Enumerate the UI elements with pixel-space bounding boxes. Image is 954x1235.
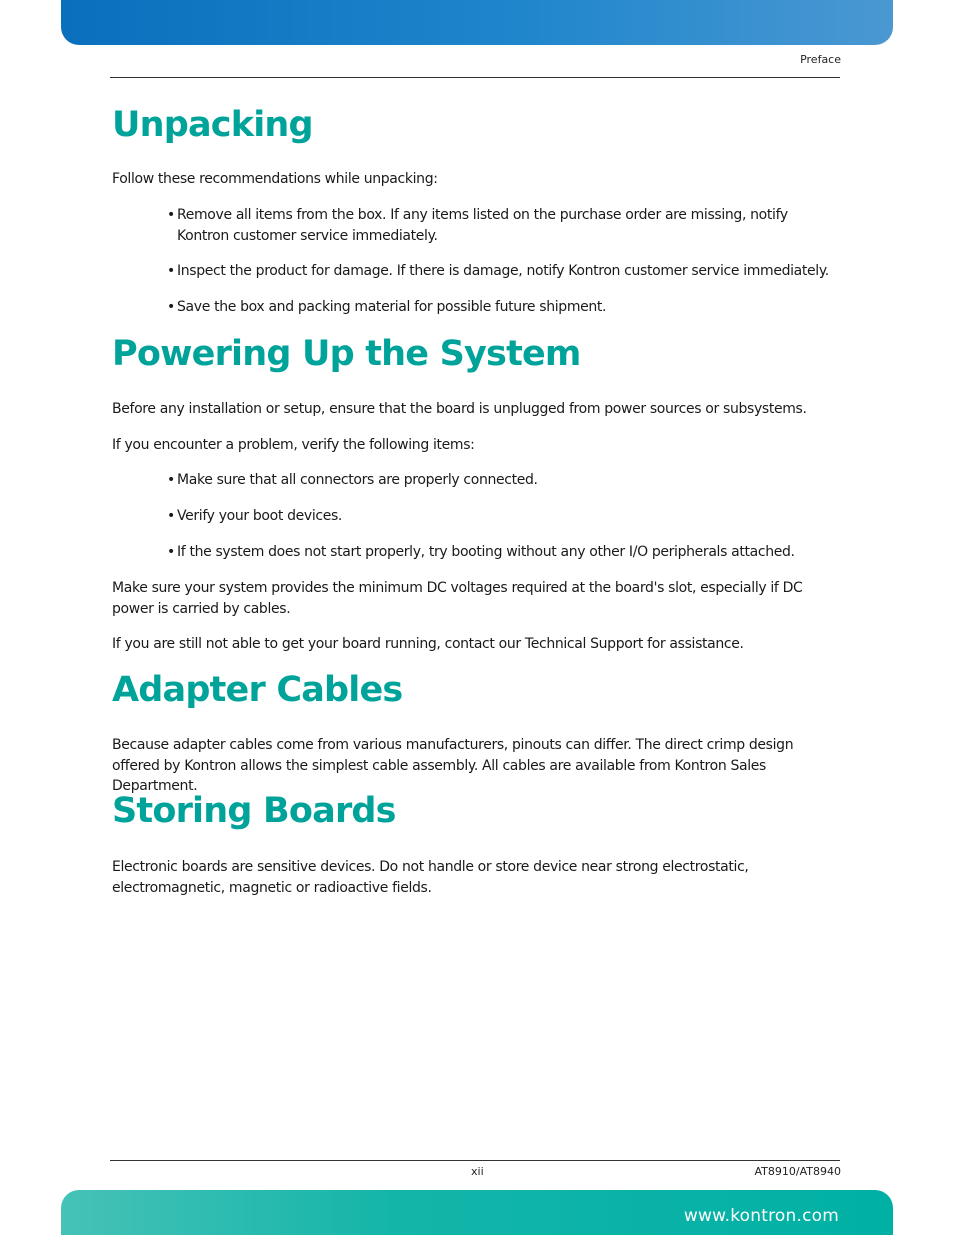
page-number: xii xyxy=(471,1165,484,1178)
storing-paragraph: Electronic boards are sensitive devices. Do not handle or store device near strong electrostatic, electromagnetic, magnetic or radioactive fields. xyxy=(112,859,749,896)
unpacking-list-2 xyxy=(112,261,842,282)
powering-list-2 xyxy=(112,506,842,527)
list-item: • Remove all items from the box. If any items listed on the purchase order are missing, notify Kontron customer service immediately. xyxy=(167,207,788,244)
powering-paragraph-3: Make sure your system provides the minimum DC voltages required at the board's slot, especially if DC power is carried by cables. xyxy=(112,580,803,617)
unpacking-intro: Follow these recommendations while unpacking: xyxy=(112,171,438,187)
powering-list-3 xyxy=(112,542,842,563)
heading-adapter-cables: Adapter Cables xyxy=(112,670,403,710)
list-item: • Verify your boot devices. xyxy=(167,508,343,524)
running-header: Preface xyxy=(800,53,841,66)
heading-powering-up: Powering Up the System xyxy=(112,334,581,374)
list-item: • Make sure that all connectors are properly connected. xyxy=(167,472,538,488)
heading-unpacking: Unpacking xyxy=(112,105,313,145)
unpacking-list xyxy=(112,205,842,246)
top-banner xyxy=(61,0,893,45)
bottom-banner xyxy=(61,1190,893,1235)
website-link[interactable]: www.kontron.com xyxy=(683,1206,839,1226)
heading-storing-boards: Storing Boards xyxy=(112,791,396,831)
list-item: • Save the box and packing material for possible future shipment. xyxy=(167,299,607,315)
powering-paragraph-4: If you are still not able to get your board running, contact our Technical Support for assistance. xyxy=(112,636,744,652)
powering-paragraph-1: Before any installation or setup, ensure that the board is unplugged from power sources or subsystems. xyxy=(112,401,807,417)
footer-rule xyxy=(110,1160,840,1161)
list-item: • If the system does not start properly, try booting without any other I/O peripherals attached. xyxy=(167,544,795,560)
unpacking-list-3 xyxy=(112,297,842,318)
powering-list xyxy=(112,470,842,491)
list-item: • Inspect the product for damage. If there is damage, notify Kontron customer service immediately. xyxy=(167,263,829,279)
adapter-paragraph: Because adapter cables come from various manufacturers, pinouts can differ. The direct crimp design offered by Kontron allows the simplest cable assembly. All cables are available from Kontron Sales Department. xyxy=(112,737,794,794)
powering-paragraph-2: If you encounter a problem, verify the following items: xyxy=(112,437,475,453)
header-rule xyxy=(110,77,840,78)
document-id: AT8910/AT8940 xyxy=(754,1165,841,1178)
